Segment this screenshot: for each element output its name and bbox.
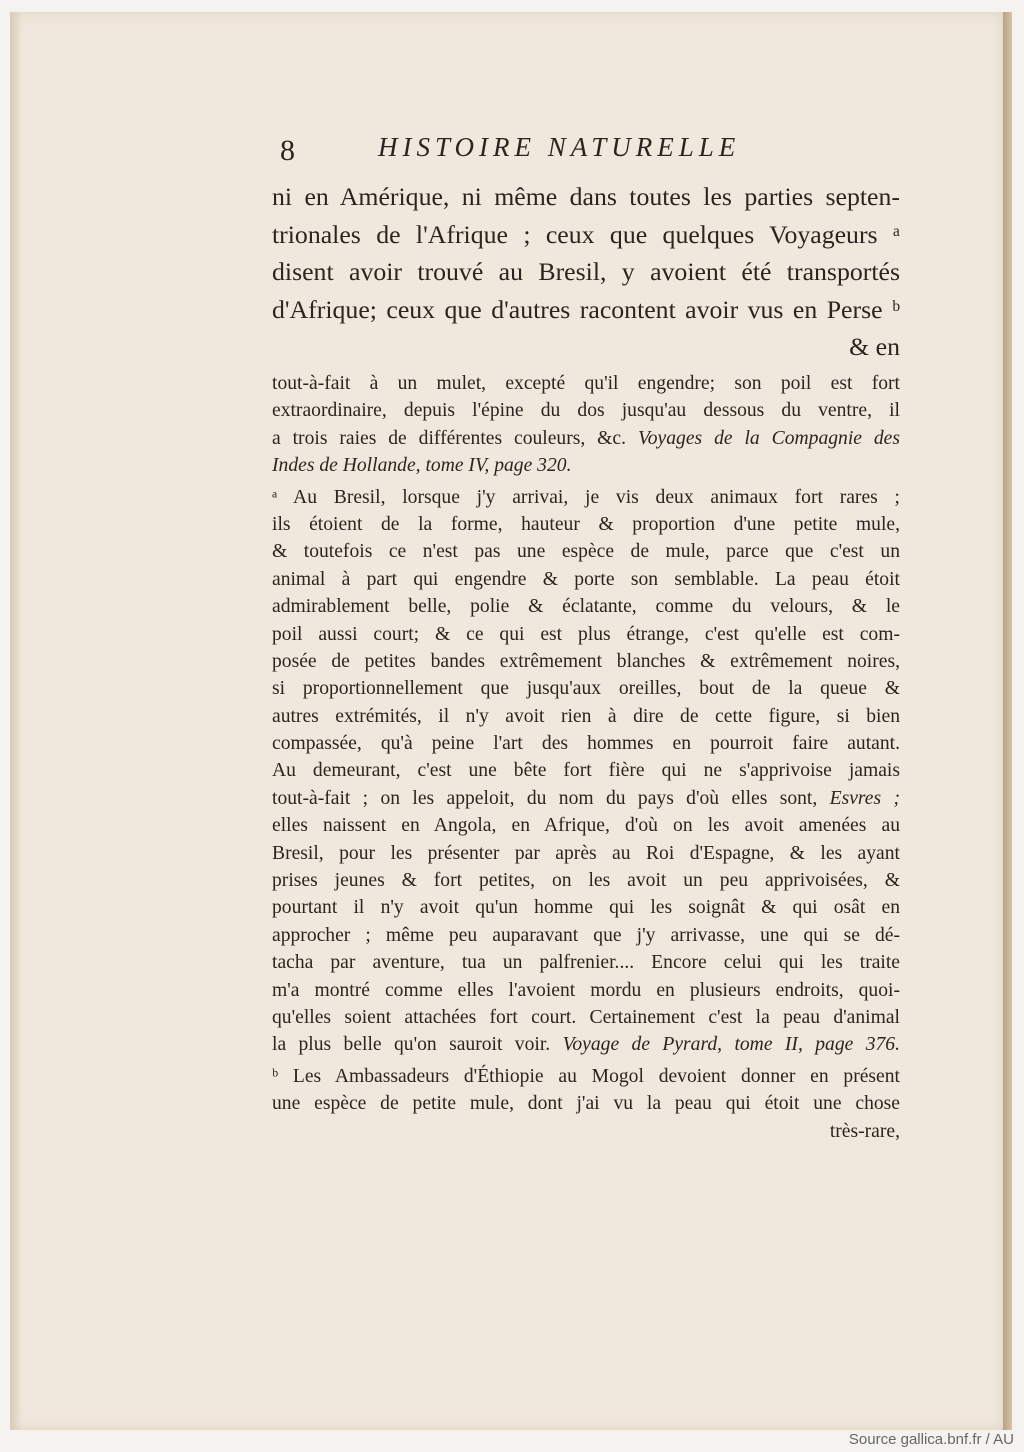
footnote-a-line: compassée, qu'à peine l'art des hommes en pourroit faire autant. — [272, 733, 900, 755]
main-text-line: ni en Amérique, ni même dans toutes les parties septen- — [272, 182, 900, 211]
page-header — [272, 124, 900, 174]
footnote-line: tout-à-fait à un mulet, excepté qu'il engendre; son poil est fort — [272, 373, 900, 394]
citation: Voyage de Pyrard, tome II, page 376. — [562, 1034, 900, 1056]
catchword: & en — [849, 332, 900, 361]
footnote-b-line: ᵇ Les Ambassadeurs d'Éthiopie au Mogol devoient donner en présent — [272, 1065, 900, 1087]
footnote-a-line: autres extrémités, il n'y avoit rien à dire de cette figure, si bien — [272, 705, 900, 727]
page-number: 8 — [280, 134, 295, 167]
footnote-text: a trois raies de différentes couleurs, &c. — [272, 427, 627, 449]
footnote-a-line: prises jeunes & fort petites, on les avoit un peu apprivoisées, & — [272, 870, 900, 892]
footnote-a-line: posée de petites bandes extrêmement blanches & extrêmement noires, — [272, 650, 900, 672]
citation: Voyages de la Compagnie des — [637, 427, 901, 449]
footnote-a-line: qu'elles soient attachées fort court. Certainement c'est la peau d'animal — [272, 1006, 900, 1028]
footnote-a-line: ils étoient de la forme, hauteur & proportion d'une petite mule, — [272, 513, 900, 535]
main-text-line: disent avoir trouvé au Bresil, y avoient été transportés — [272, 257, 900, 286]
footnote-a-line: si proportionnellement que jusqu'aux oreilles, bout de la queue & — [272, 678, 900, 700]
catchword: très-rare, — [829, 1120, 900, 1142]
text-block — [272, 124, 901, 1142]
footnote-a-line: Bresil, pour les présenter par après au Roi d'Espagne, & les ayant — [272, 842, 900, 864]
citation-line: Indes de Hollande, tome IV, page 320. — [272, 455, 572, 477]
footnote-b-line: une espèce de petite mule, dont j'ai vu la peau qui étoit une chose — [272, 1093, 900, 1115]
footnote-a-line: Au demeurant, c'est une bête fort fière qui ne s'apprivoise jamais — [272, 760, 900, 782]
footnote-a-line: animal à part qui engendre & porte son semblable. La peau étoit — [272, 568, 900, 590]
footnote-text: tout-à-fait ; on les appeloit, du nom du pays d'où elles sont, — [272, 787, 818, 809]
page-edge — [1003, 12, 1012, 1430]
footnote-a-line: approcher ; même peu auparavant que j'y arrivasse, une qui se dé- — [272, 924, 900, 946]
source-watermark: Source gallica.bnf.fr / AU — [848, 1431, 1014, 1448]
main-text — [272, 178, 900, 366]
footnote-a-line — [272, 1031, 900, 1058]
book-page — [10, 12, 1012, 1430]
running-title: HISTOIRE NATURELLE — [378, 132, 741, 162]
main-text-line: trionales de l'Afrique ; ceux que quelques Voyageurs ᵃ — [272, 219, 900, 249]
footnote-line: extraordinaire, depuis l'épine du dos jusqu'au dessous du ventre, il — [272, 400, 900, 422]
main-text-line: d'Afrique; ceux que d'autres racontent avoir vus en Perse ᵇ — [272, 294, 900, 324]
footnote-line — [272, 425, 900, 452]
footnote-a-line: ᵃ Au Bresil, lorsque j'y arrivai, je vis deux animaux fort rares ; — [272, 486, 900, 508]
page-binding-shadow — [10, 12, 22, 1430]
footnote-a-line: & toutefois ce n'est pas une espèce de mule, parce que c'est un — [272, 541, 900, 563]
footnote-a-line: poil aussi court; & ce qui est plus étrange, c'est qu'elle est com- — [272, 623, 900, 645]
footnote-a-line: tacha par aventure, tua un palfrenier.... Encore celui qui les traite — [272, 952, 900, 974]
footnotes — [272, 370, 900, 1145]
footnote-a-line — [272, 785, 900, 812]
animal-name: Esvres ; — [829, 787, 900, 809]
footnote-a-line: elles naissent en Angola, en Afrique, d'où on les avoit amenées au — [272, 815, 900, 837]
footnote-a-line: pourtant il n'y avoit qu'un homme qui les soignât & qui osât en — [272, 897, 900, 919]
footnote-a-line: m'a montré comme elles l'avoient mordu en plusieurs endroits, quoi- — [272, 979, 900, 1001]
footnote-text: la plus belle qu'on sauroit voir. — [272, 1034, 551, 1056]
footnote-a-line: admirablement belle, polie & éclatante, comme du velours, & le — [272, 596, 900, 618]
